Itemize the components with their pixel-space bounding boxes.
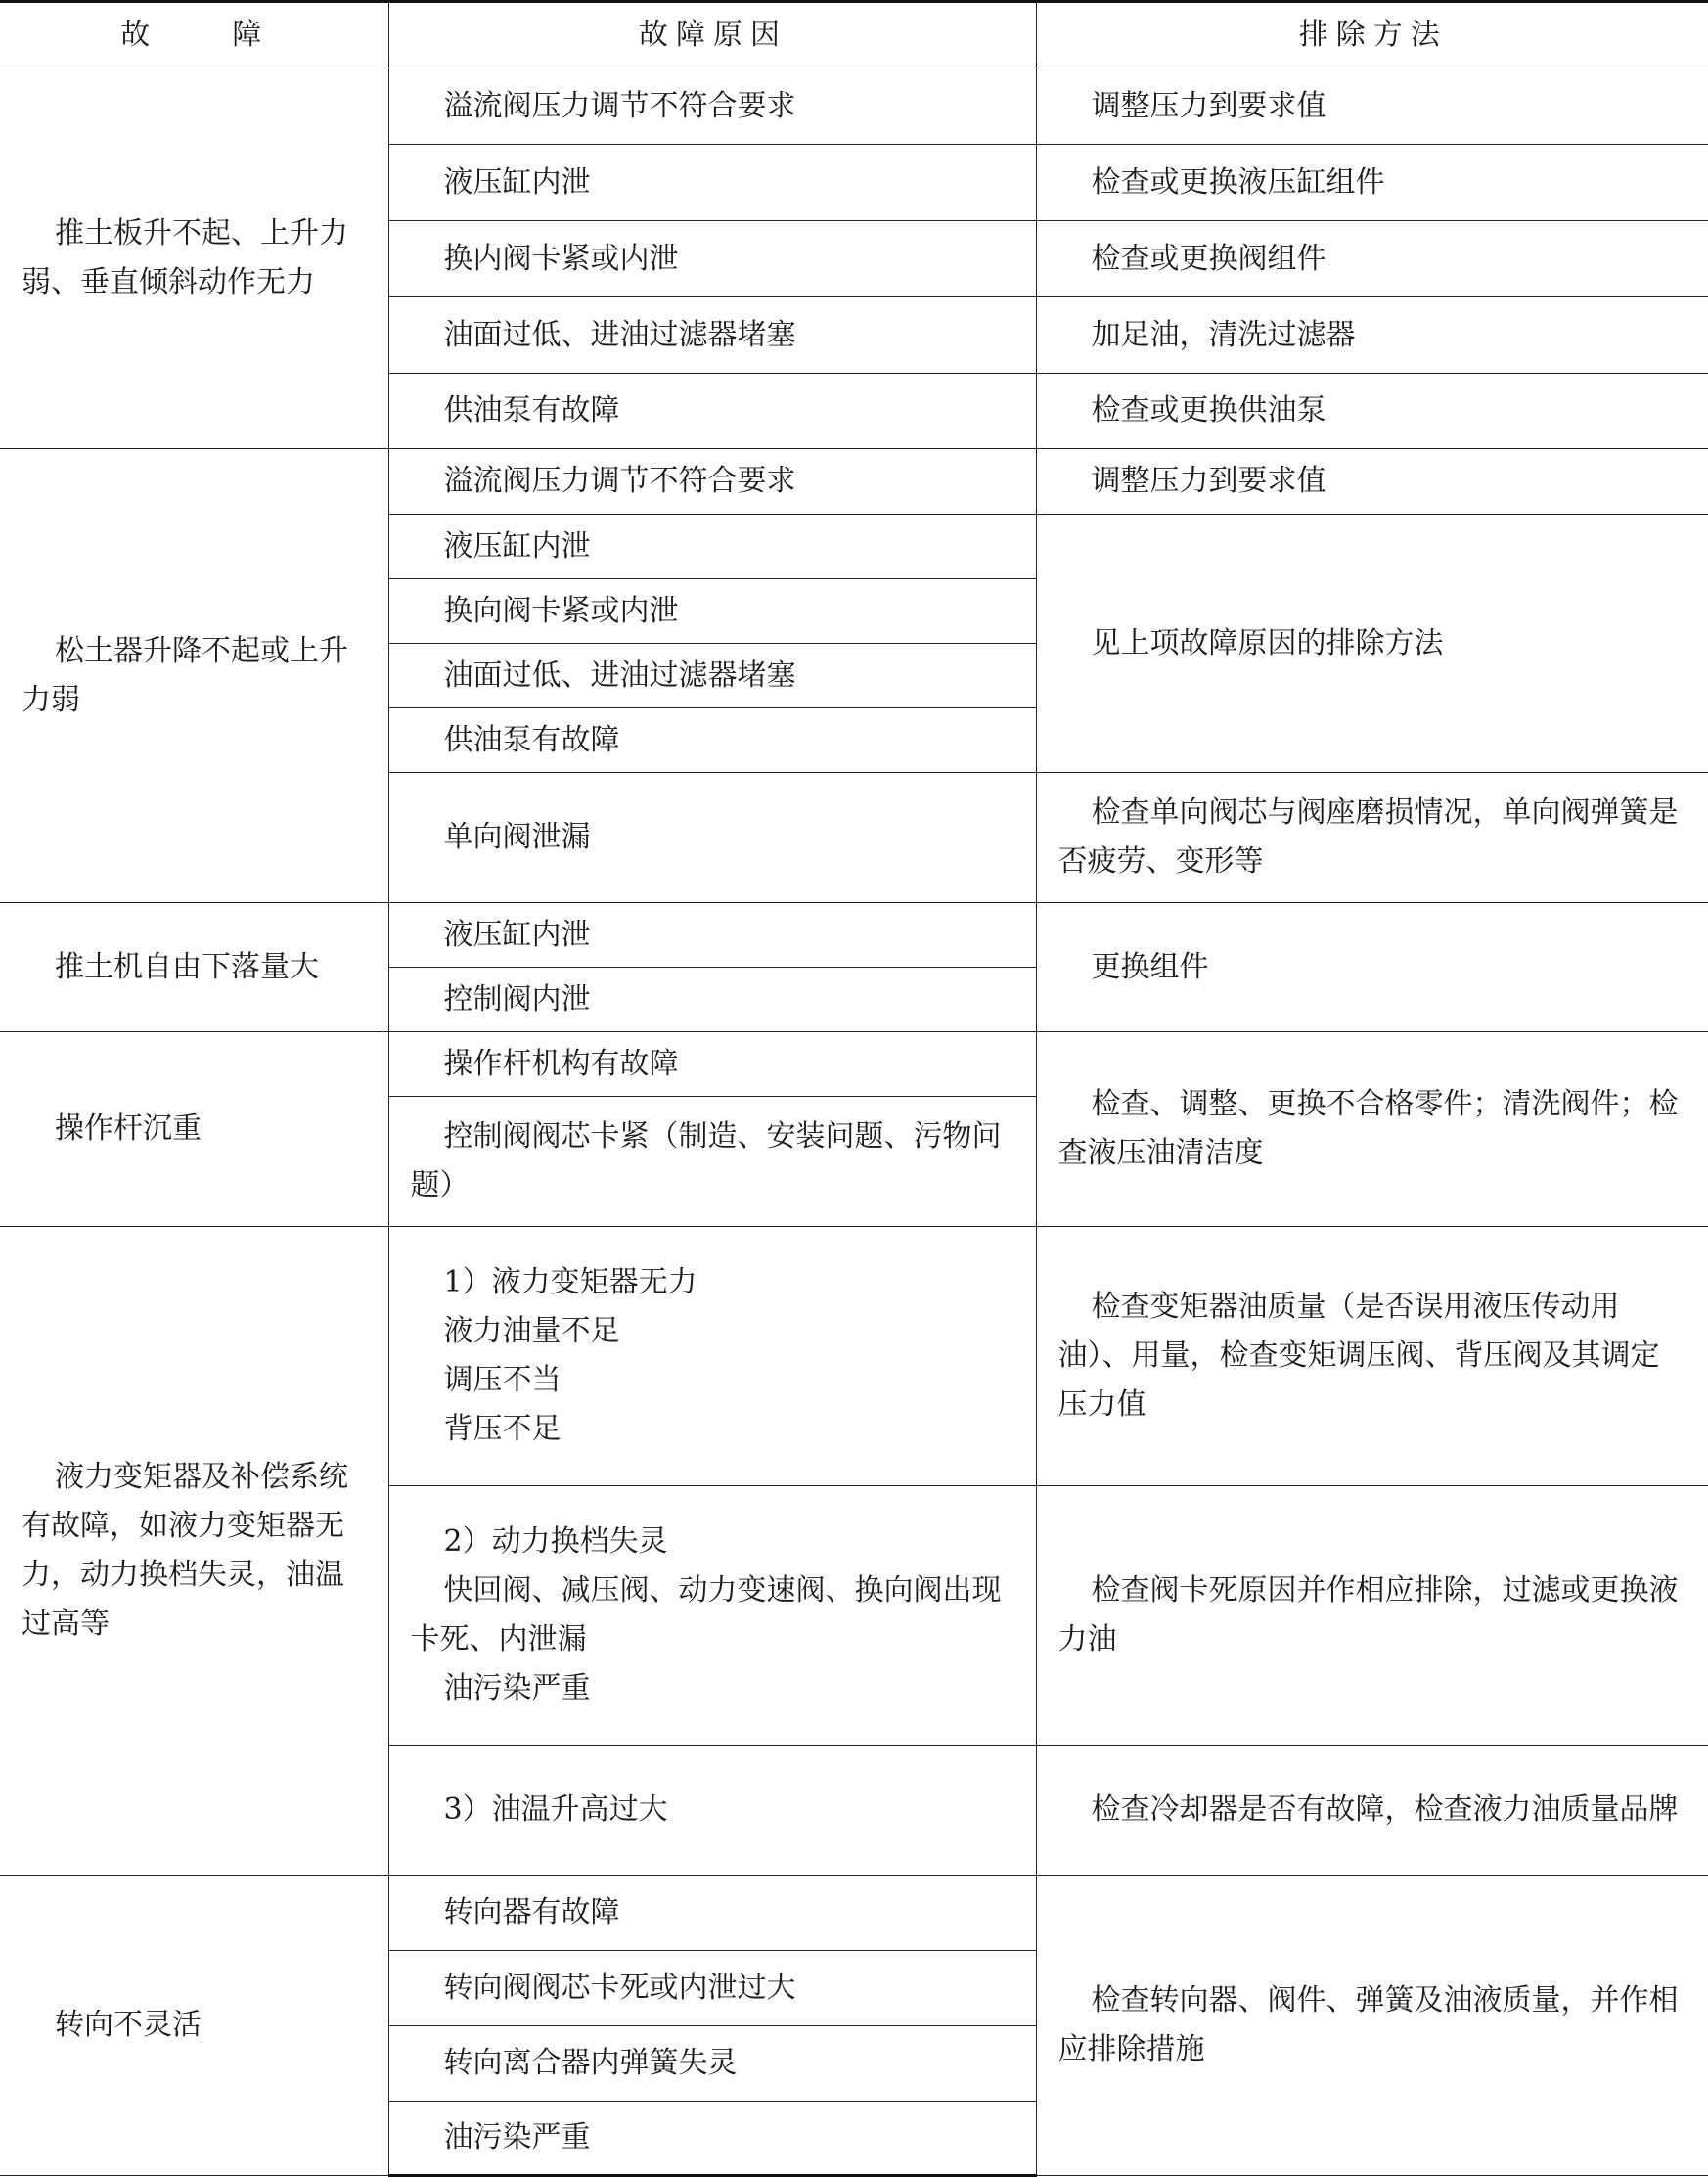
remedy-cell: 调整压力到要求值 [1036,68,1708,145]
remedy-cell: 更换组件 [1036,903,1708,1032]
cause-cell [388,1746,1036,1876]
cause-cell: 转向阀阀芯卡死或内泄过大 [388,1951,1036,2026]
table-row [0,1876,1708,1951]
cause-cell: 溢流阀压力调节不符合要求 [388,68,1036,145]
cause-line: 液力油量不足 [443,1314,620,1348]
header-row [0,2,1708,68]
cause-cell: 转向器有故障 [388,1876,1036,1951]
cause-cell: 液压缸内泄 [388,145,1036,221]
cause-cell: 供油泵有故障 [388,708,1036,773]
cause-cell: 油面过低、进油过滤器堵塞 [388,644,1036,708]
header-remedy: 排除方法 [1036,2,1708,68]
cause-cell: 操作杆机构有故障 [388,1032,1036,1097]
fault-cell: 操作杆沉重 [0,1032,388,1227]
cause-cell [388,1486,1036,1746]
remedy-cell: 检查阀卡死原因并作相应排除，过滤或更换液力油 [1036,1486,1708,1746]
table-row [0,903,1708,968]
remedy-cell: 检查或更换供油泵 [1036,374,1708,449]
cause-cell [388,1227,1036,1486]
cause-cell: 油面过低、进油过滤器堵塞 [388,297,1036,374]
table-row [0,68,1708,145]
cause-line: 油污染严重 [443,1671,591,1705]
cause-cell: 换内阀卡紧或内泄 [388,221,1036,297]
remedy-cell: 检查变矩器油质量（是否误用液压传动用油）、用量，检查变矩调压阀、背压阀及其调定压力值 [1036,1227,1708,1486]
table-row [0,449,1708,515]
table-row [0,1032,1708,1097]
cause-cell: 控制阀阀芯卡紧（制造、安装问题、污物问题） [388,1097,1036,1227]
cause-line: 1）液力变矩器无力 [443,1265,697,1299]
header-fault: 故 障 [0,2,388,68]
fault-cell: 液力变矩器及补偿系统有故障，如液力变矩器无力，动力换档失灵，油温过高等 [0,1227,388,1876]
remedy-cell: 见上项故障原因的排除方法 [1036,515,1708,773]
remedy-cell: 检查或更换液压缸组件 [1036,145,1708,221]
cause-line: 调压不当 [443,1363,562,1397]
remedy-cell: 加足油，清洗过滤器 [1036,297,1708,374]
cause-cell: 液压缸内泄 [388,515,1036,579]
cause-cell: 溢流阀压力调节不符合要求 [388,449,1036,515]
fault-cell: 转向不灵活 [0,1876,388,2176]
cause-line: 背压不足 [443,1412,562,1446]
header-cause: 故障原因 [388,2,1036,68]
remedy-cell: 检查或更换阀组件 [1036,221,1708,297]
cause-cell: 转向离合器内弹簧失灵 [388,2026,1036,2102]
cause-cell: 控制阀内泄 [388,968,1036,1032]
fault-cell: 推土机自由下落量大 [0,903,388,1032]
remedy-cell: 检查单向阀芯与阀座磨损情况，单向阀弹簧是否疲劳、变形等 [1036,773,1708,903]
cause-cell: 换向阀卡紧或内泄 [388,579,1036,644]
fault-cell: 推土板升不起、上升力弱、垂直倾斜动作无力 [0,68,388,449]
table-row [0,1227,1708,1486]
remedy-cell: 调整压力到要求值 [1036,449,1708,515]
cause-cell: 液压缸内泄 [388,903,1036,968]
cause-line: 2）动力换档失灵 [443,1524,668,1559]
cause-cell: 供油泵有故障 [388,374,1036,449]
fault-cell: 松土器升降不起或上升力弱 [0,449,388,903]
remedy-cell: 检查冷却器是否有故障，检查液力油质量品牌 [1036,1746,1708,1876]
remedy-cell: 检查、调整、更换不合格零件；清洗阀件；检查液压油清洁度 [1036,1032,1708,1227]
remedy-cell: 检查转向器、阀件、弹簧及油液质量，并作相应排除措施 [1036,1876,1708,2176]
cause-cell: 单向阀泄漏 [388,773,1036,903]
cause-line: 快回阀、减压阀、动力变速阀、换向阀出现卡死、内泄漏 [410,1573,1002,1656]
cause-line: 3）油温升高过大 [443,1792,668,1827]
cause-cell: 油污染严重 [388,2102,1036,2176]
